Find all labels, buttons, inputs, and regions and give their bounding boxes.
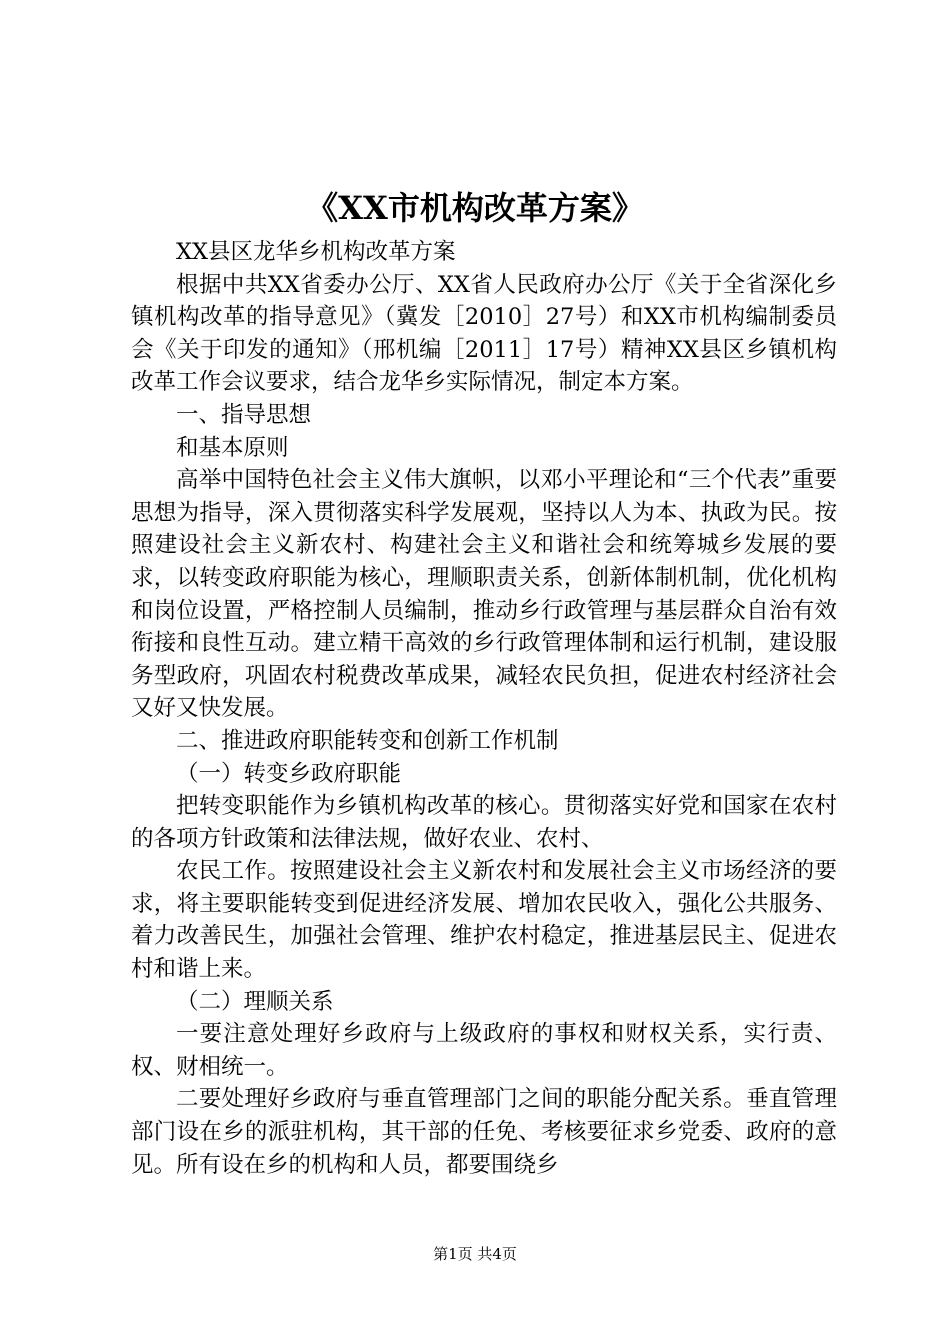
- paragraph-second-requirement: 二要处理好乡政府与垂直管理部门之间的职能分配关系。垂直管理部门设在乡的派驻机构，其干部的任免、考核要征求乡党委、政府的意见。所有设在乡的机构和人员，都要围绕乡: [131, 1086, 837, 1178]
- paragraph-farmer-work: 农民工作。按照建设社会主义新农村和发展社会主义市场经济的要求，将主要职能转变到促进经济发展、增加农民收入，强化公共服务、着力改善民生，加强社会管理、维护农村稳定，推进基层民主、促进农村和谐上来。: [131, 858, 837, 983]
- heading-section-two: 二、推进政府职能转变和创新工作机制: [176, 727, 559, 754]
- paragraph-subtitle: XX县区龙华乡机构改革方案: [176, 239, 456, 265]
- heading-guiding-ideology: 一、指导思想: [176, 401, 312, 428]
- paragraph-intro: 根据中共XX省委办公厅、XX省人民政府办公厅《关于全省深化乡镇机构改革的指导意见》（冀发［2010］27号）和XX市机构编制委员会《关于印发的通知》（邢机编［2011］17号）精神XX县区乡镇机构改革工作会议要求，结合龙华乡实际情况，制定本方案。: [131, 271, 837, 396]
- paragraph-principles: 高举中国特色社会主义伟大旗帜，以邓小平理论和“三个代表”重要思想为指导，深入贯彻落实科学发展观，坚持以人为本、执政为民。按照建设社会主义新农村、构建社会主义和谐社会和统筹城乡发展的要求，以转变政府职能为核心，理顺职责关系，创新体制机制，优化机构和岗位设置，严格控制人员编制，推动乡行政管理与基层群众自治有效衔接和良性互动。建立精干高效的乡行政管理体制和运行机制，建设服务型政府，巩固农村税费改革成果，减轻农民负担，促进农村经济社会又好又快发展。: [131, 467, 837, 722]
- heading-basic-principles: 和基本原则: [176, 434, 289, 461]
- paragraph-first-requirement: 一要注意处理好乡政府与上级政府的事权和财权关系，实行责、权、财相统一。: [131, 1021, 837, 1080]
- document-body: [131, 236, 837, 1181]
- paragraph-core-reform: 把转变职能作为乡镇机构改革的核心。贯彻落实好党和国家在农村的各项方针政策和法律法规，做好农业、农村、: [131, 793, 837, 852]
- subheading-transform-functions: （一）转变乡政府职能: [176, 760, 402, 787]
- document-title: 《XX市机构改革方案》: [306, 189, 644, 227]
- page-footer: 第1页 共4页: [433, 1245, 517, 1263]
- subheading-clarify-relations: （二）理顺关系: [176, 988, 334, 1015]
